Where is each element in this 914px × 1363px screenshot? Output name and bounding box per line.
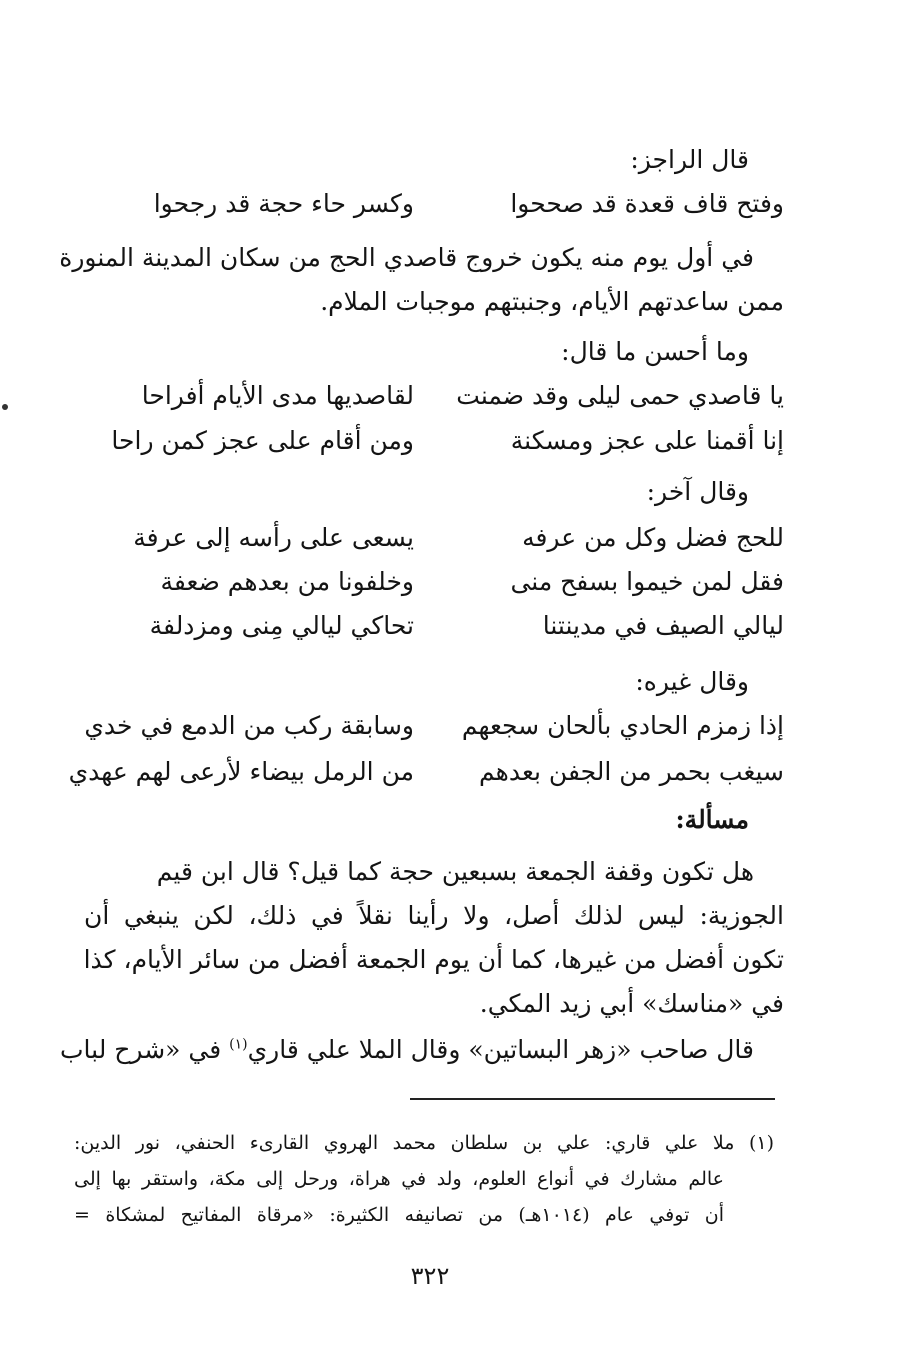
poem-3-line-2-right: سيغب بحمر من الجفن بعدهم <box>479 757 784 786</box>
poem-1-line-2-left: ومن أقام على عجز كمن راحا <box>111 426 414 455</box>
poem-2-line-1-left: يسعى على رأسه إلى عرفة <box>133 523 414 552</box>
poem-1-line-1-right: يا قاصدي حمى ليلى وقد ضمنت <box>456 381 784 410</box>
footnote-reference: (١) <box>229 1036 248 1053</box>
page-number: ٣٢٢ <box>410 1262 450 1290</box>
heading-akhar: وقال آخر: <box>646 477 749 506</box>
poem-1-line-2-right: إنا أقمنا على عجز ومسكنة <box>510 426 784 455</box>
paragraph-2-line-1: هل تكون وقفة الجمعة بسبعين حجة كما قيل؟ قال ابن قيم <box>156 857 754 886</box>
footnote-line-2: عالم مشارك في أنواع العلوم، ولد في هراة، ورحل إلى مكة، واستقر بها إلى <box>74 1168 724 1190</box>
heading-rajiz: قال الراجز: <box>630 145 749 174</box>
poem-1-line-1-left: لقاصديها مدى الأيام أفراحا <box>141 381 414 410</box>
paragraph-3-text-before: قال صاحب «زهر البساتين» وقال الملا علي قاري <box>247 1035 754 1064</box>
heading-ghayruh: وقال غيره: <box>635 667 749 696</box>
footnote-separator <box>410 1098 775 1100</box>
paragraph-3-text-after: في «شرح لباب <box>60 1035 230 1064</box>
verse-rajiz-right: وفتح قاف قعدة قد صححوا <box>510 189 784 218</box>
poem-3-line-1-right: إذا زمزم الحادي بألحان سجعهم <box>461 711 784 740</box>
verse-rajiz-left: وكسر حاء حجة قد رجحوا <box>153 189 414 218</box>
poem-3-line-2-left: من الرمل بيضاء لأرعى لهم عهدي <box>68 757 414 786</box>
poem-2-line-1-right: للحج فضل وكل من عرفه <box>522 523 784 552</box>
poem-3-line-1-left: وسابقة ركب من الدمع في خدي <box>84 711 414 740</box>
paragraph-1-line-1: في أول يوم منه يكون خروج قاصدي الحج من سكان المدينة المنورة <box>59 243 754 272</box>
footnote-line-3: أن توفي عام (١٠١٤هـ) من تصانيفه الكثيرة: «مرقاة المفاتيح لمشكاة = <box>74 1204 724 1226</box>
poem-2-line-3-left: تحاكي ليالي مِنى ومزدلفة <box>149 611 414 640</box>
heading-masala: مسألة: <box>675 805 749 834</box>
poem-2-line-2-left: وخلفونا من بعدهم ضعفة <box>160 567 414 596</box>
paragraph-3-line-1 <box>60 1030 754 1070</box>
footnote-line-1: (١) ملا علي قاري: علي بن سلطان محمد الهروي القارىء الحنفي، نور الدين: <box>74 1132 774 1154</box>
poem-2-line-2-right: فقل لمن خيموا بسفح منى <box>510 567 784 596</box>
paragraph-2-line-2: الجوزية: ليس لذلك أصل، ولا رأينا نقلاً في ذلك، لكن ينبغي أن <box>84 901 784 930</box>
heading-ahsan: وما أحسن ما قال: <box>561 337 749 366</box>
poem-2-line-3-right: ليالي الصيف في مدينتنا <box>542 611 784 640</box>
paragraph-1-line-2: ممن ساعدتهم الأيام، وجنبتهم موجبات الملام. <box>320 287 784 316</box>
margin-mark <box>2 404 8 410</box>
paragraph-2-line-4: في «مناسك» أبي زيد المكي. <box>479 989 784 1018</box>
paragraph-2-line-3: تكون أفضل من غيرها، كما أن يوم الجمعة أفضل من سائر الأيام، كذا <box>83 945 784 974</box>
